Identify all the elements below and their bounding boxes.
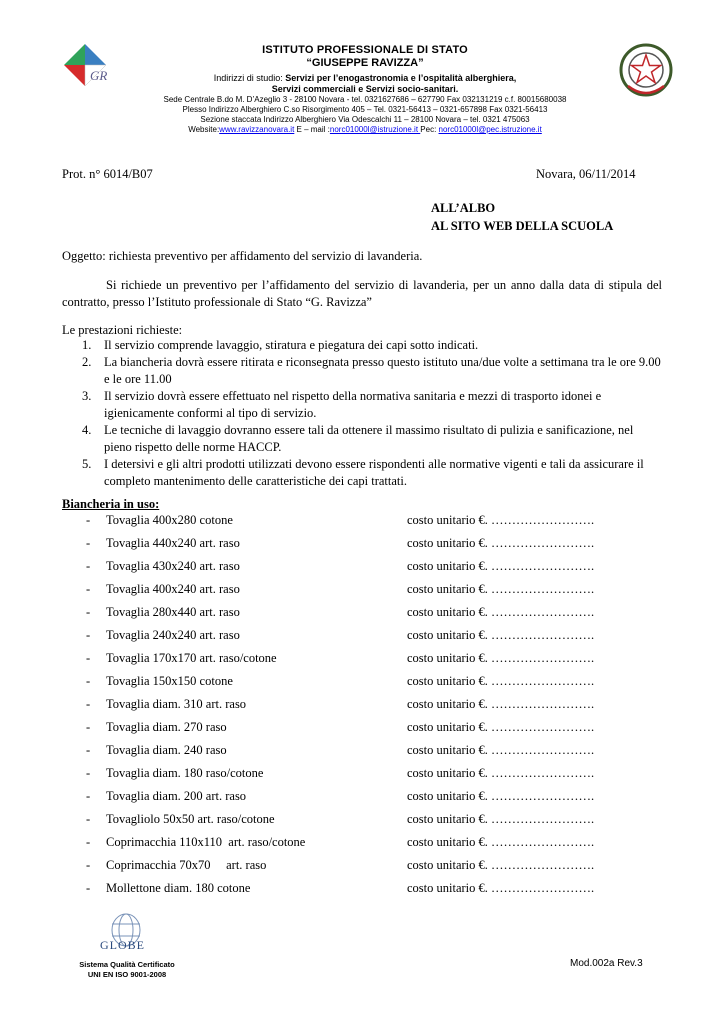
linen-item (62, 650, 662, 673)
service-number: 5. (82, 457, 92, 471)
linen-item-name: Tovaglia 440x240 art. raso (106, 536, 240, 550)
service-item (62, 354, 662, 388)
bullet-dash: - (86, 789, 91, 803)
linen-item-cost: costo unitario €. ……………………. (407, 651, 595, 665)
recipient-albo: ALL’ALBO (431, 201, 496, 215)
document-revision: Mod.002a Rev.3 (570, 958, 643, 969)
linen-item-cost: costo unitario €. ……………………. (407, 628, 595, 642)
linen-item-name: Tovaglia 150x150 cotone (106, 674, 233, 688)
request-paragraph: Si richiede un preventivo per l’affidamento del servizio di lavanderia, per un anno dalla data di stipula del contratto, presso l’Istituto professionale di Stato “G. Ravizza” (62, 278, 662, 309)
globe-label: GLOBE (100, 938, 145, 952)
linen-item (62, 627, 662, 650)
linen-item-cost: costo unitario €. ……………………. (407, 789, 595, 803)
website-link[interactable]: www.ravizzanovara.it (219, 125, 295, 134)
service-number: 2. (82, 355, 92, 369)
linen-item-cost: costo unitario €. ……………………. (407, 697, 595, 711)
linen-item (62, 857, 662, 880)
linen-item (62, 742, 662, 765)
main-office-line: Sede Centrale B.do M. D’Azeglio 3 - 28100 Novara - tel. 0321627686 – 627790 Fax 032131219 c.f. 80015680038 (163, 95, 567, 104)
service-number: 1. (82, 338, 92, 352)
service-text: I detersivi e gli altri prodotti utilizzati devono essere rispondenti alle normative vigenti e tali da assicurare il completo mantenimento delle caratteristiche dei capi trattati. (104, 457, 644, 488)
linen-item-cost: costo unitario €. ……………………. (407, 835, 595, 849)
linen-item-cost: costo unitario €. ……………………. (407, 743, 595, 757)
letterhead-text (110, 44, 620, 135)
bullet-dash: - (86, 628, 91, 642)
service-number: 4. (82, 423, 92, 437)
services-list (62, 337, 662, 490)
linen-item-name: Coprimacchia 70x70 art. raso (106, 858, 267, 872)
linen-item-cost: costo unitario €. ……………………. (407, 674, 595, 688)
bullet-dash: - (86, 674, 91, 688)
linen-item-cost: costo unitario €. ……………………. (407, 513, 595, 527)
linen-item-name: Tovaglia diam. 180 raso/cotone (106, 766, 264, 780)
linen-item-name: Tovaglia diam. 200 art. raso (106, 789, 247, 803)
bullet-dash: - (86, 513, 91, 527)
linen-item-name: Tovaglia 240x240 art. raso (106, 628, 240, 642)
service-text: Il servizio comprende lavaggio, stiratura e piegatura dei capi sotto indicati. (104, 338, 479, 352)
service-item (62, 388, 662, 422)
bullet-dash: - (86, 536, 91, 550)
service-number: 3. (82, 389, 92, 403)
linen-item-name: Coprimacchia 110x110 art. raso/cotone (106, 835, 306, 849)
republic-emblem-icon (618, 42, 674, 98)
bullet-dash: - (86, 605, 91, 619)
institute-name: ISTITUTO PROFESSIONALE DI STATO (262, 44, 468, 56)
bullet-dash: - (86, 582, 91, 596)
branch-line: Plesso Indirizzo Alberghiero C.so Risorgimento 405 – Tel. 0321-56413 – 0321-657898 Fax 0321-56413 (182, 105, 548, 114)
linen-item-cost: costo unitario €. ……………………. (407, 858, 595, 872)
linen-item (62, 558, 662, 581)
bullet-dash: - (86, 881, 91, 895)
bullet-dash: - (86, 559, 91, 573)
linen-item-cost: costo unitario €. ……………………. (407, 605, 595, 619)
service-item (62, 456, 662, 490)
protocol-number: Prot. n° 6014/B07 (62, 167, 153, 181)
institute-subname: “GIUSEPPE RAVIZZA” (306, 57, 424, 69)
linen-item (62, 834, 662, 857)
linen-item (62, 719, 662, 742)
bullet-dash: - (86, 812, 91, 826)
service-text: Le tecniche di lavaggio dovranno essere tali da ottenere il massimo risultato di pulizia e sanificazione, nel pieno rispetto delle norme HACCP. (104, 423, 634, 454)
linen-item (62, 512, 662, 535)
service-text: La biancheria dovrà essere ritirata e riconsegnata presso questo istituto una/due volte a settimana tra le ore 9.00 e le ore 11.00 (104, 355, 661, 386)
linen-list (62, 512, 662, 903)
svg-text:GR: GR (90, 68, 108, 83)
linen-item (62, 581, 662, 604)
linen-item (62, 535, 662, 558)
bullet-dash: - (86, 651, 91, 665)
linen-item-cost: costo unitario €. ……………………. (407, 582, 595, 596)
linen-item-name: Tovaglia 400x240 art. raso (106, 582, 240, 596)
quality-certification: Sistema Qualità Certificato UNI EN ISO 9001-2008 (79, 960, 175, 979)
bullet-dash: - (86, 743, 91, 757)
linen-item (62, 788, 662, 811)
bullet-dash: - (86, 858, 91, 872)
linen-item (62, 765, 662, 788)
linen-item-cost: costo unitario €. ……………………. (407, 559, 595, 573)
subject-line: Oggetto: richiesta preventivo per affidamento del servizio di lavanderia. (62, 249, 423, 263)
linen-item-cost: costo unitario €. ……………………. (407, 812, 595, 826)
linen-item-name: Tovaglia diam. 270 raso (106, 720, 227, 734)
bullet-dash: - (86, 766, 91, 780)
service-item (62, 337, 662, 354)
linen-item-cost: costo unitario €. ……………………. (407, 881, 595, 895)
linen-item-cost: costo unitario €. ……………………. (407, 536, 595, 550)
linen-item-name: Tovaglia 400x280 cotone (106, 513, 233, 527)
letter-date: Novara, 06/11/2014 (536, 167, 636, 181)
linen-item-name: Tovaglia diam. 240 raso (106, 743, 227, 757)
linen-item-name: Tovaglia 430x240 art. raso (106, 559, 240, 573)
linen-item-cost: costo unitario €. ……………………. (407, 720, 595, 734)
email-link[interactable]: norc01000l@istruzione.it (329, 125, 421, 134)
recipient-web: AL SITO WEB DELLA SCUOLA (431, 219, 614, 233)
linen-item-cost: costo unitario €. ……………………. (407, 766, 595, 780)
linen-item (62, 696, 662, 719)
linen-item (62, 811, 662, 834)
linen-item (62, 880, 662, 903)
linen-item-name: Tovagliolo 50x50 art. raso/cotone (106, 812, 275, 826)
service-item (62, 422, 662, 456)
linen-item-name: Tovaglia diam. 310 art. raso (106, 697, 247, 711)
section-line: Sezione staccata Indirizzo Alberghiero Via Odescalchi 11 – 28100 Novara – tel. 0321 475063 (200, 115, 530, 124)
recipients (431, 199, 613, 235)
linen-item-name: Tovaglia 280x440 art. raso (106, 605, 240, 619)
contacts-line: Website:www.ravizzanovara.it E – mail :norc01000l@istruzione.it Pec: norc01000l@pec.istruzione.it (188, 125, 542, 134)
linen-item (62, 673, 662, 696)
studies-line-2: Servizi commerciali e Servizi socio-sanitari. (271, 84, 459, 94)
school-logo-icon (62, 42, 108, 88)
studies-line: Indirizzi di studio: Servizi per l’enogastronomia e l’ospitalità alberghiera, (213, 73, 517, 83)
bullet-dash: - (86, 835, 91, 849)
bullet-dash: - (86, 697, 91, 711)
pec-link[interactable]: norc01000l@pec.istruzione.it (438, 125, 542, 134)
linen-item-name: Tovaglia 170x170 art. raso/cotone (106, 651, 277, 665)
linen-title: Biancheria in uso: (62, 497, 160, 511)
linen-item-name: Mollettone diam. 180 cotone (106, 881, 251, 895)
linen-item (62, 604, 662, 627)
services-title: Le prestazioni richieste: (62, 323, 183, 337)
service-text: Il servizio dovrà essere effettuato nel rispetto della normativa sanitaria e mezzi di trasporto idonei e igienicamente conformi al tipo di servizio. (104, 389, 602, 420)
bullet-dash: - (86, 720, 91, 734)
